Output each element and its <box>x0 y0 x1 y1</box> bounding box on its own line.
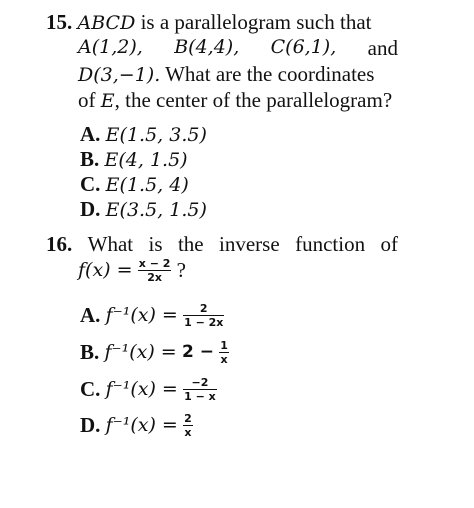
q16-choice-a[interactable] <box>80 303 224 328</box>
choice-lhs: f⁻¹(x) = <box>105 378 178 400</box>
q16-choice-d[interactable] <box>80 413 193 438</box>
q16-question-mark: ? <box>176 258 186 282</box>
fraction-numerator: −2 <box>183 377 217 390</box>
q15-stem-4: , the center of the parallelogram? <box>114 88 393 112</box>
q15-choice-c[interactable] <box>80 174 189 195</box>
q15-points-line <box>78 38 398 59</box>
q15-stem-3: What are the coordinates <box>165 62 375 86</box>
q15-choice-a[interactable] <box>80 124 207 145</box>
q15-point-d: D(3,−1). <box>78 64 161 86</box>
choice-prefix: 2 − <box>181 342 214 362</box>
choice-lhs: f⁻¹(x) = <box>104 341 177 363</box>
q15-point-c: C(6,1), <box>270 36 337 58</box>
fraction-denominator: 1 − 2x <box>184 316 224 329</box>
q15-var-e: E <box>100 90 115 112</box>
q16-choice-c[interactable] <box>80 377 217 402</box>
choice-fraction <box>219 340 229 365</box>
q16-fraction <box>138 258 172 283</box>
fraction-denominator: x <box>220 353 228 366</box>
q16-word: What <box>87 232 134 256</box>
choice-letter: D. <box>80 413 101 437</box>
choice-fraction <box>183 303 224 328</box>
q16-function <box>78 258 186 283</box>
fraction-numerator: 1 <box>220 339 228 352</box>
choice-text: E(1.5, 4) <box>105 174 189 196</box>
q15-number: 15. <box>46 10 73 34</box>
q15-and: and <box>367 36 398 60</box>
choice-letter: D. <box>80 197 101 221</box>
choice-letter: A. <box>80 303 101 327</box>
q15-line1 <box>46 12 398 33</box>
choice-text: E(3.5, 1.5) <box>105 199 207 221</box>
q16-choice-b[interactable] <box>80 340 229 365</box>
choice-letter: B. <box>80 340 100 364</box>
q15-point-a: A(1,2), <box>78 36 143 58</box>
q16-word: the <box>177 232 204 256</box>
choice-fraction <box>183 413 193 438</box>
fraction-denominator: 1 − x <box>184 390 216 403</box>
q16-word: is <box>148 232 163 256</box>
q15-of: of <box>78 88 96 112</box>
choice-lhs: f⁻¹(x) = <box>105 304 178 326</box>
choice-fraction <box>183 377 217 402</box>
q16-word: function <box>295 232 366 256</box>
choice-text: E(1.5, 3.5) <box>105 124 207 146</box>
q15-line4 <box>78 90 392 111</box>
fraction-denominator: x <box>184 426 192 439</box>
fraction-denominator: 2x <box>147 271 162 284</box>
q15-choice-d[interactable] <box>80 199 207 220</box>
q15-point-b: B(4,4), <box>174 36 240 58</box>
q15-choice-b[interactable] <box>80 149 188 170</box>
q16-fx: f(x) = <box>78 259 133 281</box>
fraction-numerator: 2 <box>184 412 192 425</box>
choice-letter: B. <box>80 147 100 171</box>
choice-letter: C. <box>80 377 101 401</box>
choice-letter: C. <box>80 172 101 196</box>
q15-line3 <box>78 64 374 85</box>
fraction-numerator: 2 <box>183 303 224 316</box>
q16-number: 16. <box>46 232 73 256</box>
fraction-numerator: x − 2 <box>138 257 171 270</box>
q16-word: inverse <box>219 232 280 256</box>
choice-letter: A. <box>80 122 101 146</box>
q15-abcd: ABCD <box>77 12 136 34</box>
q16-line1 <box>46 234 398 255</box>
choice-lhs: f⁻¹(x) = <box>105 414 178 436</box>
choice-text: E(4, 1.5) <box>104 149 188 171</box>
q15-stem-1: is a parallelogram such that <box>140 10 372 34</box>
q16-word: of <box>380 232 398 256</box>
